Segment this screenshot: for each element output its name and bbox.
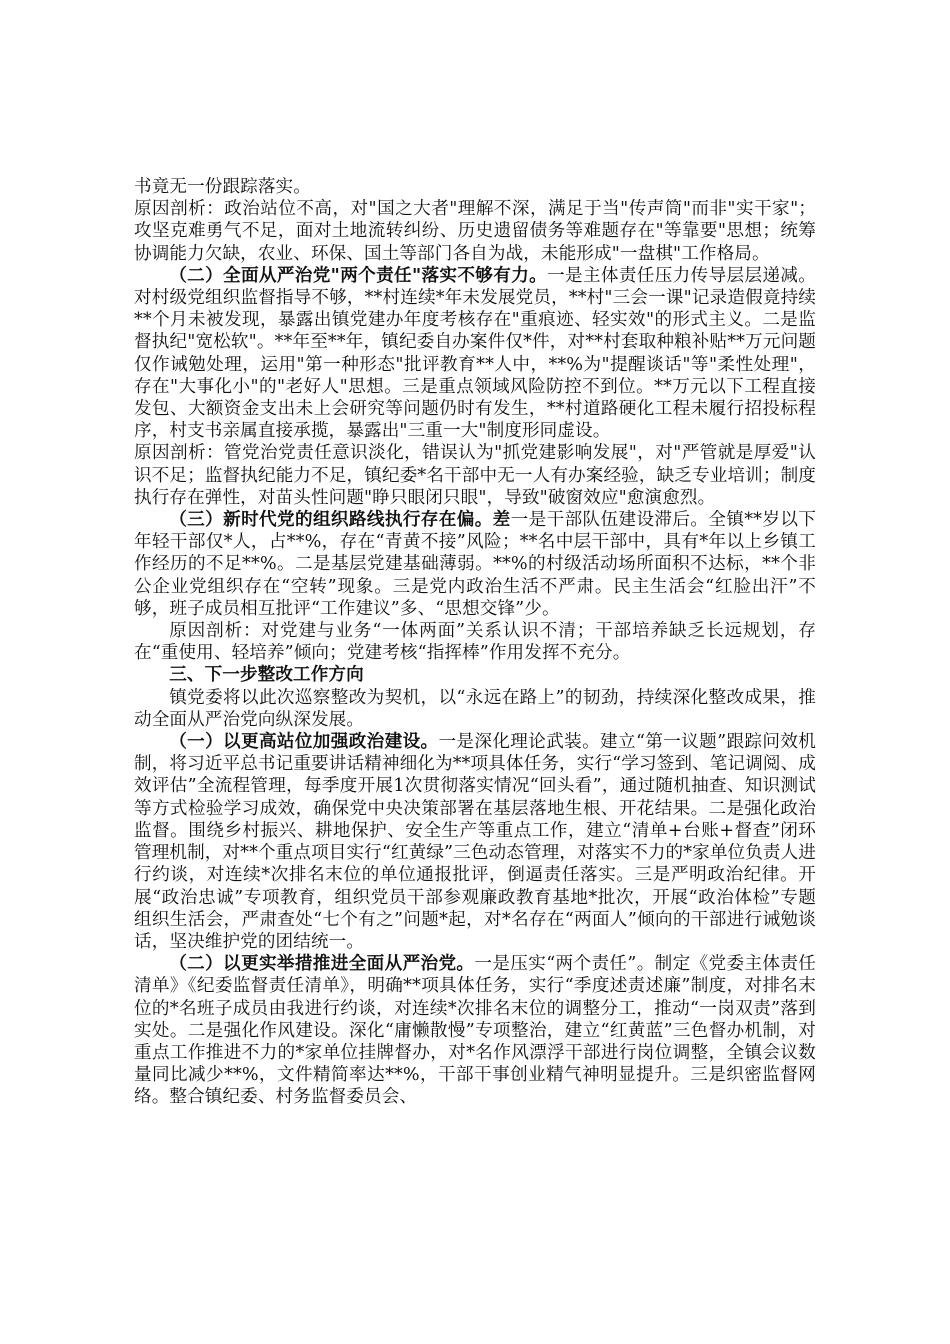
section-title-text: 三、下一步整改工作方向 (169, 664, 364, 686)
paragraph-text: 一是主体责任压力传导层层递减。对村级党组织监督指导不够，**村连续*年未发展党员，**村"三会一课"记录造假竟持续**个月未被发现，暴露出镇党建办年度考核存在"重痕迹、轻实效"的形式主义。二是监督执纪"宽松软"。**年至**年，镇纪委自办案件仅*件，对**村套取种粮补贴**万元问题仅作诫勉处理，运用"第一种形态"批评教育**人中，**%为"提醒谈话"等"柔性处理"，存在"大事化小"的"老好人"思想。三是重点领域风险防控不到位。**万元以下工程直接发包、大额资金支出未上会研究等问题仍时有发生，**村道路硬化工程未履行招投标程序，村支书亲属直接承揽，暴露出"三重一大"制度形同虚设。 (134, 265, 816, 442)
paragraph-text: 原因剖析：管党治党责任意识淡化，错误认为"抓党建影响发展"，对"严管就是厚爱"认识不足；监督执纪能力不足，镇纪委*名干部中无一人有办案经验，缺乏专业培训；制度执行存在弹性，对苗头性问题"睁只眼闭只眼"，导致"破窗效应"愈演愈烈。 (134, 443, 816, 508)
paragraph-text: 镇党委将以此次巡察整改为契机，以“永远在路上”的韧劲，持续深化整改成果，推动全面从严治党向纵深发展。 (134, 687, 816, 730)
paragraph-cause-analysis-3 (134, 620, 816, 664)
paragraph-text: 书竟无一份跟踪落实。 (134, 177, 311, 197)
paragraph-cause-analysis-1 (134, 198, 816, 265)
paragraph-introduction (134, 687, 816, 731)
paragraph-continuation (134, 176, 816, 198)
paragraph-heading: （一）以更高站位加强政治建设。 (169, 731, 439, 753)
paragraph-organization-line (134, 509, 816, 620)
paragraph-strict-governance (134, 953, 816, 1108)
paragraph-two-responsibilities (134, 265, 816, 443)
paragraph-political-building (134, 731, 816, 953)
paragraph-cause-analysis-2 (134, 442, 816, 509)
paragraph-text: 原因剖析：对党建与业务“一体两面”关系认识不清；干部培养缺乏长远规划，存在“重使用、轻培养”倾向；党建考核“指挥棒”作用发挥不充分。 (134, 621, 816, 664)
paragraph-heading: （二）全面从严治党"两个责任"落实不够有力。 (169, 264, 548, 286)
paragraph-heading: （二）以更实举措推进全面从严治党。 (169, 953, 475, 975)
paragraph-text: 一是深化理论武装。建立“第一议题”跟踪问效机制，将习近平总书记重要讲话精神细化为**项具体任务，实行“学习签到、笔记调阅、成效评估”全流程管理，每季度开展1次贯彻落实情况“回头看”，通过随机抽查、知识测试等方式检验学习成效，确保党中央决策部署在基层落地生根、开花结果。二是强化政治监督。围绕乡村振兴、耕地保护、安全生产等重点工作，建立“清单+台账+督查”闭环管理机制，对**个重点项目实行“红黄绿”三色动态管理，对落实不力的*家单位负责人进行约谈，对连续*次排名末位的单位通报批评，倒逼责任落实。三是严明政治纪律。开展“政治忠诚”专项教育，组织党员干部参观廉政教育基地*批次，开展“政治体检”专题组织生活会，严肃查处“七个有之”问题*起，对*名存在“两面人”倾向的干部进行诫勉谈话，坚决维护党的团结统一。 (134, 732, 816, 952)
paragraph-text: 原因剖析：政治站位不高，对"国之大者"理解不深，满足于当"传声筒"而非"实干家"；攻坚克难勇气不足，面对土地流转纠纷、历史遗留债务等难题存在"等靠要"思想；统筹协调能力欠缺，农业、环保、国土等部门各自为战，未能形成"一盘棋"工作格局。 (134, 199, 816, 264)
paragraph-text: 一是干部队伍建设滞后。全镇**岁以下年轻干部仅*人，占**%，存在“青黄不接”风险；**名中层干部中，具有*年以上乡镇工作经历的不足**%。二是基层党建基础薄弱。**%的村级活动场所面积不达标，**个非公企业党组织存在“空转”现象。三是党内政治生活不严肃。民主生活会“红脸出汗”不够，班子成员相互批评“工作建议”多、“思想交锋”少。 (134, 510, 816, 619)
section-title (134, 664, 816, 686)
paragraph-text: 一是压实“两个责任”。制定《党委主体责任清单》《纪委监督责任清单》，明确**项具体任务，实行“季度述责述廉”制度，对排名末位的*名班子成员由我进行约谈，对连续*次排名末位的调整分工，推动“一岗双责”落到实处。二是强化作风建设。深化“庸懒散慢”专项整治，建立“红黄蓝”三色督办机制，对重点工作推进不力的*家单位挂牌督办，对*名作风漂浮干部进行岗位调整，全镇会议数量同比减少**%，文件精简率达**%，干部干事创业精气神明显提升。三是织密监督网络。整合镇纪委、村务监督委员会、 (134, 954, 816, 1108)
paragraph-heading: （三）新时代党的组织路线执行存在偏。差 (169, 509, 511, 531)
